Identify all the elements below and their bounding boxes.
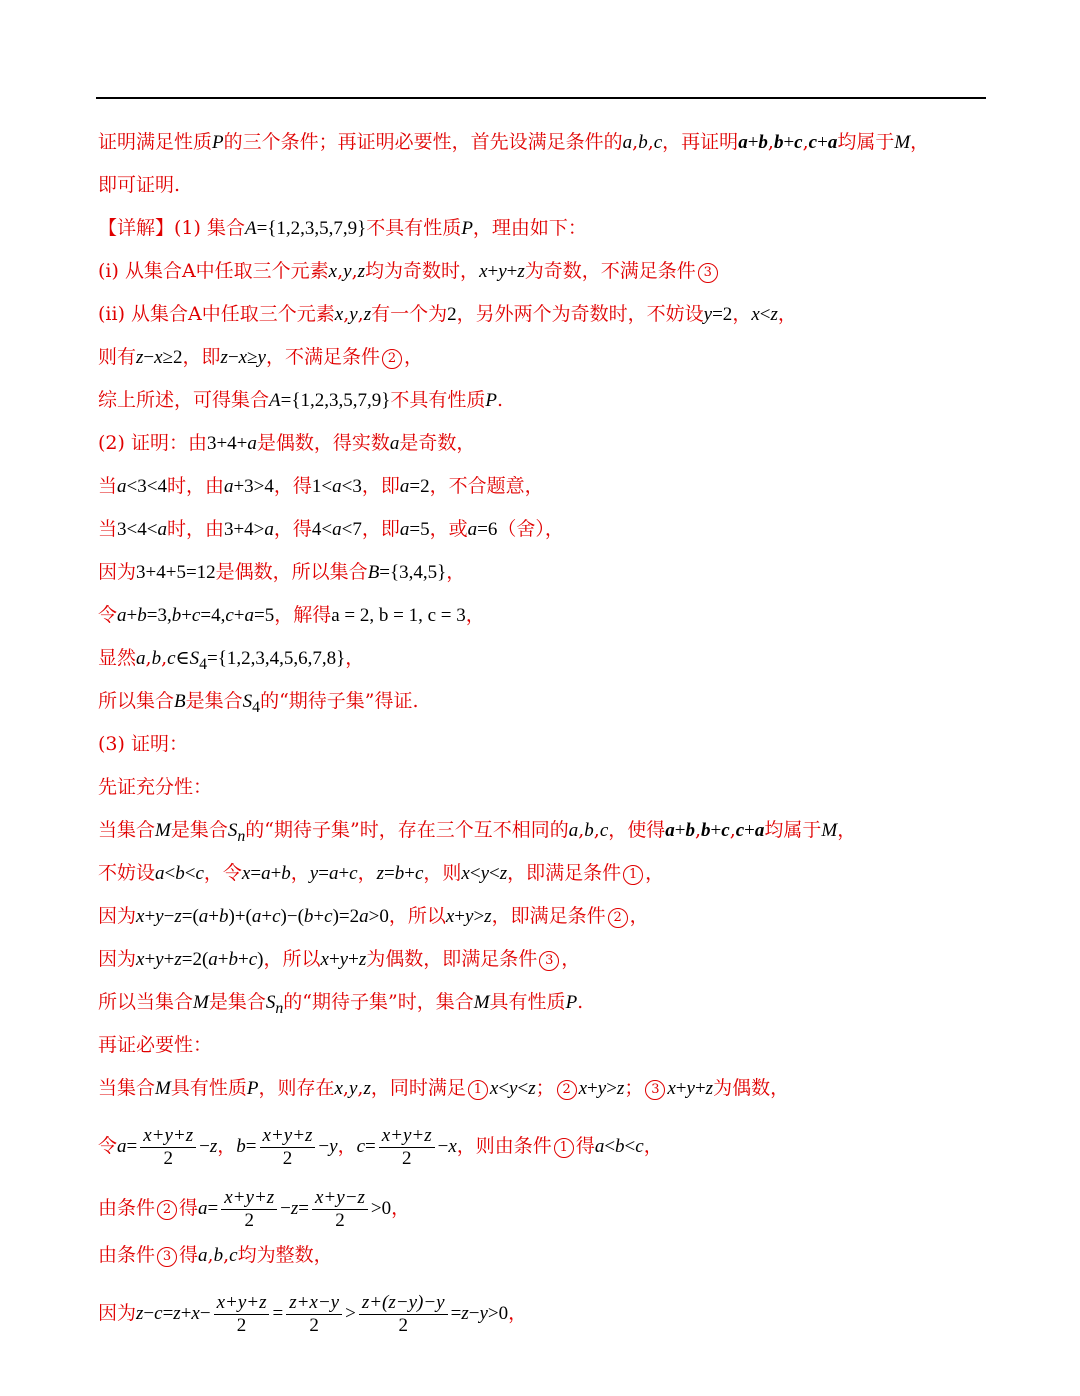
header-rule [96, 97, 986, 99]
solution-line-23: 当集合M具有性质P，则存在x,y,z，同时满足 1 x<y<z； 2 x+y>z； 3 x+y+z为偶数， [98, 1077, 790, 1099]
solution-line-9: 当a<3<4时，由a+3>4，得1<a<3，即a=2，不合题意， [98, 475, 544, 497]
solution-line-2: 即可证明. [98, 174, 181, 196]
solution-body [98, 130, 983, 1340]
solution-line-7: 综上所述，可得集合A={1,2,3,5,7,9}不具有性质P. [98, 389, 504, 411]
solution-line-8: (2) 证明：由3+4+a是偶数，得实数a是奇数， [98, 432, 476, 454]
solution-line-17: 当集合M是集合$S_n$的“期待子集”时，存在三个互不相同的a,b,c，使得a+b,b+c,c+a均属于M， [98, 819, 857, 845]
solution-line-11: 因为3+4+5=12是偶数，所以集合B={3,4,5}， [98, 561, 466, 583]
solution-line-19: 因为x+y−z=(a+b)+(a+c)−(b+c)=2a>0，所以x+y>z，即满足条件 2 ， [98, 905, 649, 927]
solution-line-20: 因为x+y+z=2(a+b+c)，所以x+y+z为偶数，即满足条件 3 ， [98, 948, 581, 970]
solution-line-4: (i) 从集合A中任取三个元素x,y,z均为奇数时，x+y+z为奇数，不满足条件 3 [98, 259, 983, 283]
solution-line-10: 当3<4<a时，由3+4>a，得4<a<7，即a=5，或a=6（舍）， [98, 518, 564, 540]
solution-line-1: 证明满足性质P的三个条件；再证明必要性，首先设满足条件的a,b,c，再证明a+b,b+c,c+a均属于M， [98, 131, 930, 153]
solution-line-22: 再证必要性： [98, 1034, 213, 1056]
solution-line-6: 则有z−x≥2，即z−x≥y，不满足条件 2 ， [98, 346, 423, 368]
solution-line-24: 令a= $\frac{x+y+z}{2}$ −z，b= $\frac{x+y+z}{2}$ −y，c= $\frac{x+y+z}{2}$ −x，则由条件 1 得a<b<c， [98, 1124, 663, 1169]
solution-line-18: 不妨设a<b<c，令x=a+b，y=a+c，z=b+c，则x<y<z，即满足条件 1 ， [98, 862, 665, 884]
solution-line-13: 显然$a,b,c\in S_4=\{1,2,3,4,5,6,7,8\}$， [98, 647, 365, 673]
solution-line-12: 令a+b=3,b+c=4,c+a=5，解得a = 2, b = 1, c = 3， [98, 604, 485, 626]
solution-line-5: (ii) 从集合A中任取三个元素x,y,z有一个为2，另外两个为奇数时，不妨设y=2，x<z， [98, 303, 797, 325]
solution-line-14: 所以集合B是集合$S_4$的“期待子集”得证. [98, 690, 419, 716]
solution-line-25: 由条件 2 得a= $\frac{x+y+z}{2}$ −z= $\frac{x+y-z}{2}$ >0， [98, 1186, 411, 1231]
solution-line-16: 先证充分性： [98, 776, 213, 798]
solution-line-26: 由条件 3 得a,b,c均为整数， [98, 1244, 333, 1266]
solution-line-27: 因为z−c=z+x− $\frac{x+y+z}{2}$ = $\frac{z+x-y}{2}$ > $\frac{z+(z-y)-y}{2}$ =z−y>0， [98, 1291, 528, 1336]
solution-line-15: (3) 证明： [98, 733, 188, 755]
solution-line-21: 所以当集合M是集合$S_n$的“期待子集”时，集合M具有性质P. [98, 991, 584, 1017]
solution-line-3: 【详解】(1) 集合A={1,2,3,5,7,9}不具有性质P，理由如下： [98, 217, 587, 239]
